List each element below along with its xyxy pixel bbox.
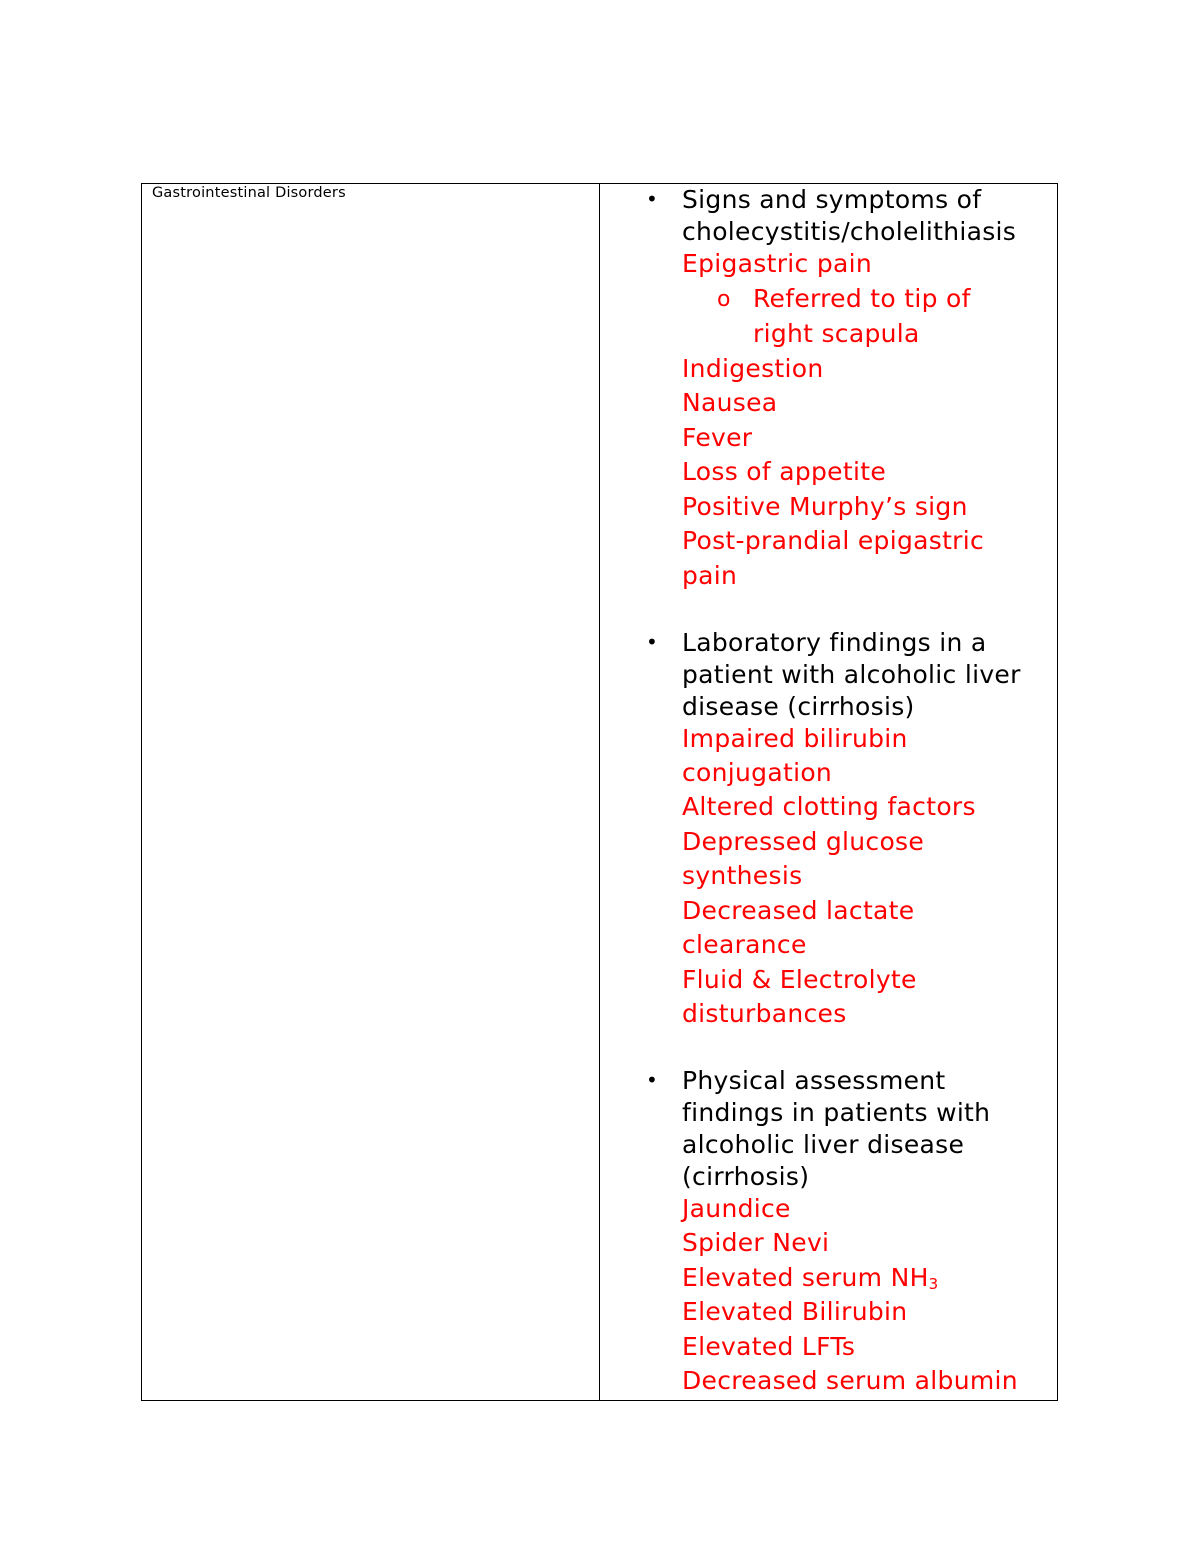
answer-item: Loss of appetite	[682, 457, 886, 486]
answer-item: Fever	[682, 423, 753, 452]
answer-item: Decreased lactate	[682, 896, 915, 925]
bullet-icon: •	[646, 1068, 658, 1092]
answer-item: Elevated Bilirubin	[682, 1297, 908, 1326]
answer-item: pain	[682, 561, 738, 590]
answer-item: Elevated LFTs	[682, 1332, 856, 1361]
answer-item: Spider Nevi	[682, 1228, 830, 1257]
answer-item: Decreased serum albumin	[682, 1366, 1018, 1395]
answer-item: Post-prandial epigastric	[682, 526, 985, 555]
section-heading-line: Physical assessment	[682, 1066, 946, 1095]
answer-item: Depressed glucose	[682, 827, 925, 856]
sub-bullet-icon: o	[717, 287, 731, 312]
answer-item: Positive Murphy’s sign	[682, 492, 968, 521]
section-heading-line: alcoholic liver disease	[682, 1130, 965, 1159]
topic-title: Gastrointestinal Disorders	[152, 185, 346, 201]
answer-item: Impaired bilirubin	[682, 724, 908, 753]
column-divider	[599, 183, 600, 1401]
bullet-icon: •	[646, 630, 658, 654]
answer-item-nh3	[682, 1263, 939, 1293]
nh3-text: Elevated serum NH	[682, 1263, 929, 1292]
answer-item: disturbances	[682, 999, 847, 1028]
answer-sub-item: Referred to tip of	[753, 284, 971, 313]
answer-item: Indigestion	[682, 354, 824, 383]
bullet-icon: •	[646, 187, 658, 211]
section-heading-line: findings in patients with	[682, 1098, 991, 1127]
section-heading-line: cholecystitis/cholelithiasis	[682, 217, 1017, 246]
answer-item: Nausea	[682, 388, 778, 417]
section-heading-line: Signs and symptoms of	[682, 185, 982, 214]
section-heading-line: patient with alcoholic liver	[682, 660, 1021, 689]
answer-item: Altered clotting factors	[682, 792, 976, 821]
nh3-subscript: 3	[928, 1275, 939, 1293]
answer-sub-item: right scapula	[753, 319, 920, 348]
answer-item: conjugation	[682, 758, 833, 787]
section-heading-line: disease (cirrhosis)	[682, 692, 915, 721]
answer-item: Jaundice	[682, 1194, 791, 1223]
answer-item: clearance	[682, 930, 807, 959]
answer-item: Fluid & Electrolyte	[682, 965, 917, 994]
section-heading-line: (cirrhosis)	[682, 1162, 810, 1191]
answer-item: Epigastric pain	[682, 249, 873, 278]
section-heading-line: Laboratory findings in a	[682, 628, 987, 657]
answer-item: synthesis	[682, 861, 803, 890]
